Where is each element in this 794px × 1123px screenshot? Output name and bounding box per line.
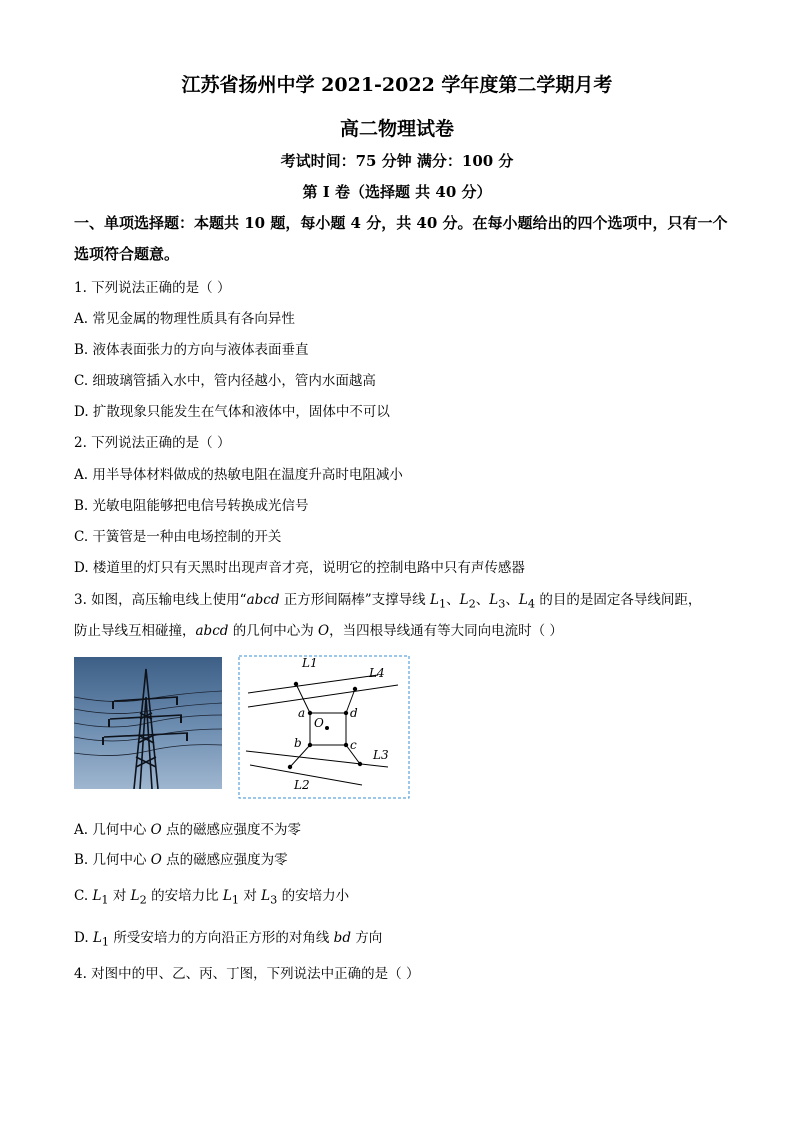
q1-option-d: D. 扩散现象只能发生在气体和液体中，固体中不可以 bbox=[74, 404, 390, 420]
q2-option-c: C. 干簧管是一种由电场控制的开关 bbox=[74, 529, 282, 545]
label-a: a bbox=[298, 706, 306, 720]
q3-option-b: B. 几何中心 O 点的磁感应强度为零 bbox=[74, 852, 288, 868]
q1-option-a: A. 常见金属的物理性质具有各向异性 bbox=[74, 311, 295, 327]
q4-stem: 4. 对图中的甲、乙、丙、丁图，下列说法中正确的是（ ） bbox=[74, 966, 420, 982]
label-L4: L4 bbox=[369, 666, 385, 680]
wire-L4 bbox=[248, 685, 398, 707]
label-L1: L1 bbox=[302, 656, 318, 670]
label-L2: L2 bbox=[294, 778, 310, 792]
q1-option-b: B. 液体表面张力的方向与液体表面垂直 bbox=[74, 342, 309, 358]
time-info: 考试时间：75 分钟 满分：100 分 bbox=[280, 152, 514, 170]
q3-option-a: A. 几何中心 O 点的磁感应强度不为零 bbox=[74, 822, 301, 838]
spacer-diagram bbox=[238, 655, 410, 799]
q3-option-c: C. $L_1$ 对 $L_2$ 的安培力比 $L_1$ 对 $L_3$ 的安培力小 bbox=[74, 888, 350, 907]
exam-title: 高二物理试卷 bbox=[339, 118, 454, 140]
q3-stem-line2: 防止导线互相碰撞，abcd 的几何中心为 O，当四根导线通有等大同向电流时（ ） bbox=[74, 623, 563, 639]
q1-stem: 1. 下列说法正确的是（ ） bbox=[74, 280, 231, 296]
part-title: 第 Ⅰ 卷（选择题 共 40 分） bbox=[302, 183, 492, 201]
q3-stem-line1: 3. 如图，高压输电线上使用“abcd 正方形间隔棒”支撑导线 $L_1$、$L_2$、$L_3$、$L_4$ 的目的是固定各导线间距， bbox=[74, 592, 702, 611]
section-heading: 一、单项选择题：本题共 10 题，每小题 4 分，共 40 分。在每小题给出的四个选项中，只有一个选项符合题意。 bbox=[74, 214, 728, 263]
label-L3: L3 bbox=[373, 748, 389, 762]
q2-option-b: B. 光敏电阻能够把电信号转换成光信号 bbox=[74, 498, 309, 514]
school-title: 江苏省扬州中学 2021-2022 学年度第二学期月考 bbox=[181, 74, 613, 96]
label-d: d bbox=[350, 706, 358, 720]
label-b: b bbox=[294, 736, 302, 750]
transmission-tower-photo bbox=[74, 657, 222, 789]
q3-option-d: D. $L_1$ 所受安培力的方向沿正方形的对角线 bd 方向 bbox=[74, 930, 383, 949]
q2-option-a: A. 用半导体材料做成的热敏电阻在温度升高时电阻减小 bbox=[74, 467, 403, 483]
center-point bbox=[325, 726, 329, 730]
label-O: O bbox=[314, 716, 324, 730]
q2-stem: 2. 下列说法正确的是（ ） bbox=[74, 435, 231, 451]
q1-option-c: C. 细玻璃管插入水中，管内径越小，管内水面越高 bbox=[74, 373, 376, 389]
wire-L3 bbox=[246, 751, 388, 767]
q2-option-d: D. 楼道里的灯只有天黑时出现声音才亮，说明它的控制电路中只有声传感器 bbox=[74, 560, 525, 576]
label-c: c bbox=[350, 738, 357, 752]
